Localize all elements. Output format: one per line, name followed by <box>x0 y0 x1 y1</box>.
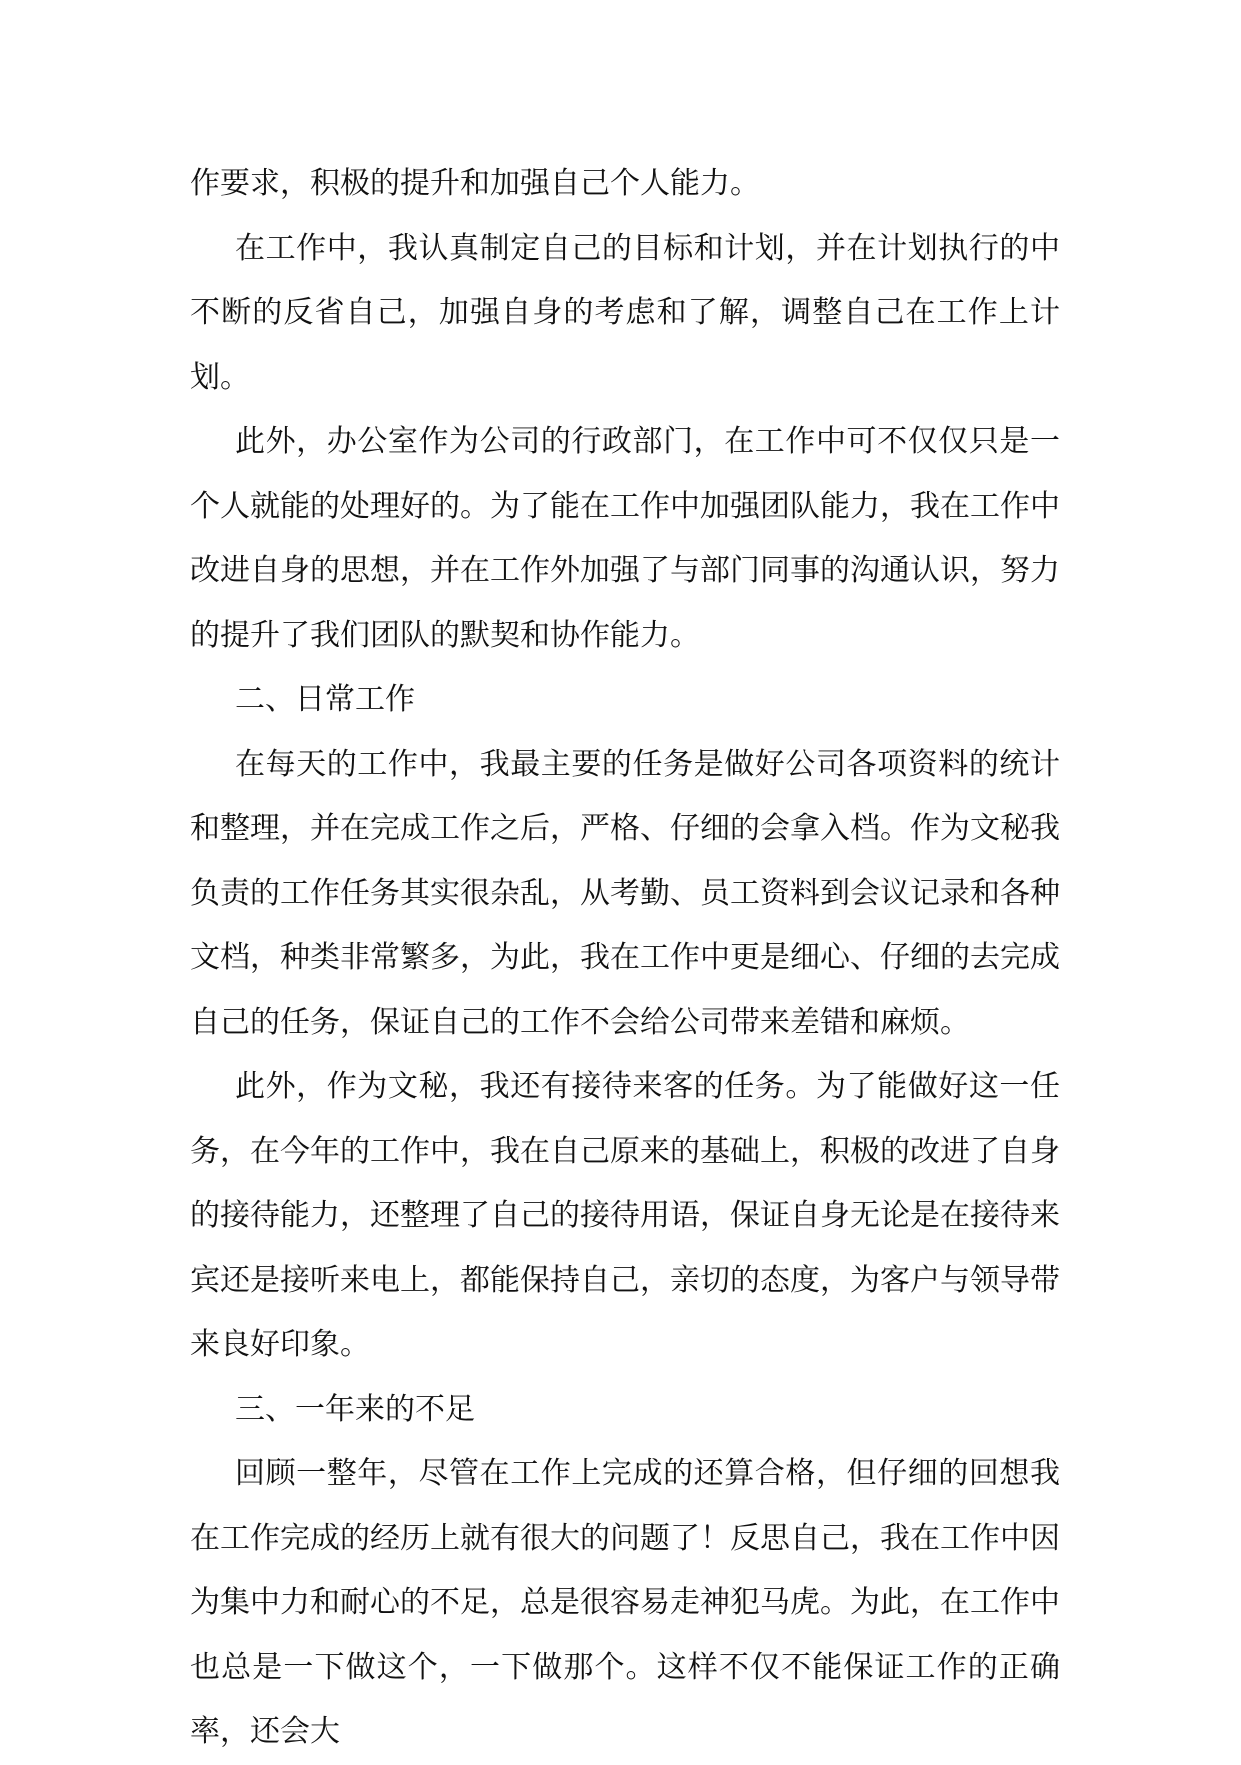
section-heading-shortcomings: 三、一年来的不足 <box>235 1391 475 1427</box>
paragraph-continuation: 作要求，积极的提升和加强自己个人能力。 <box>190 166 760 201</box>
document-body <box>190 152 1060 1765</box>
paragraph-goals-plans: 在工作中，我认真制定自己的目标和计划，并在计划执行的中不断的反省自己，加强自身的考虑和了解，调整自己在工作上计划。 <box>190 230 1060 395</box>
paragraph-daily-tasks: 在每天的工作中，我最主要的任务是做好公司各项资料的统计和整理，并在完成工作之后，严格、仔细的会拿入档。作为文秘我负责的工作任务其实很杂乱，从考勤、员工资料到会议记录和各种文档，种类非常繁多，为此，我在工作中更是细心、仔细的去完成自己的任务，保证自己的工作不会给公司带来差错和麻烦。 <box>190 746 1060 1040</box>
paragraph-reception: 此外，作为文秘，我还有接待来客的任务。为了能做好这一任务，在今年的工作中，我在自己原来的基础上，积极的改进了自身的接待能力，还整理了自己的接待用语，保证自身无论是在接待来宾还是接听来电上，都能保持自己，亲切的态度，为客户与领导带来良好印象。 <box>190 1069 1060 1362</box>
paragraph-teamwork: 此外，办公室作为公司的行政部门，在工作中可不仅仅只是一个人就能的处理好的。为了能在工作中加强团队能力，我在工作中改进自身的思想，并在工作外加强了与部门同事的沟通认识，努力的提升了我们团队的默契和协作能力。 <box>190 424 1060 653</box>
section-heading-daily-work: 二、日常工作 <box>235 682 415 717</box>
paragraph-reflection: 回顾一整年，尽管在工作上完成的还算合格，但仔细的回想我在工作完成的经历上就有很大的问题了！反思自己，我在工作中因为集中力和耐心的不足，总是很容易走神犯马虎。为此，在工作中也总是一下做这个，一下做那个。这样不仅不能保证工作的正确率，还会大 <box>190 1456 1060 1749</box>
